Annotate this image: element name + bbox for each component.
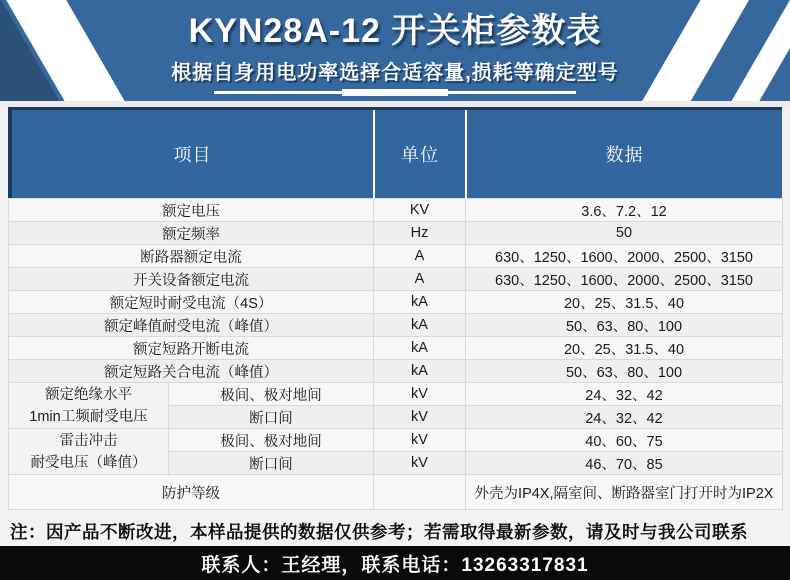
sub-item-cell: 极间、极对地间 [169,429,374,452]
item-cell-merged [9,429,169,475]
unit-cell: kA [374,291,466,314]
sub-item-cell: 断口间 [169,406,374,429]
value-cell: 46、70、85 [466,452,783,475]
item-line-1: 雷击冲击 [59,432,118,449]
value-cell: 630、1250、1600、2000、2500、3150 [466,245,783,268]
value-cell: 外壳为IP4X,隔室间、断路器室门打开时为IP2X [466,475,783,510]
table-row [9,245,783,268]
unit-cell: A [374,268,466,291]
page-subtitle: 根据自身用电功率选择合适容量,损耗等确定型号 [171,61,619,84]
contact-bar [0,546,790,580]
header-cell-data: 数据 [465,110,782,198]
item-line-1: 额定绝缘水平 [45,386,132,403]
value-cell: 50、63、80、100 [466,360,783,383]
disclaimer-note: 注：因产品不断改进，本样品提供的数据仅供参考；若需取得最新参数，请及时与我公司联系 [10,522,748,542]
value-cell: 20、25、31.5、40 [466,291,783,314]
table-header-row [8,107,782,198]
item-cell: 开关设备额定电流 [9,268,374,291]
value-cell: 630、1250、1600、2000、2500、3150 [466,268,783,291]
value-cell: 24、32、42 [466,383,783,406]
item-cell: 额定电压 [9,199,374,222]
subtitle-divider [214,91,576,94]
sub-item-cell: 断口间 [169,452,374,475]
header-cell-item: 项目 [173,145,212,165]
unit-cell: kV [374,452,466,475]
unit-cell: Hz [374,222,466,245]
item-cell: 额定短时耐受电流（4S） [9,291,374,314]
table-row [9,291,783,314]
unit-cell: kV [374,429,466,452]
table-row [9,475,783,510]
item-cell: 额定短路关合电流（峰值） [9,360,374,383]
unit-cell: kA [374,337,466,360]
page-title: KYN28A-12 开关柜参数表 [188,12,602,50]
value-cell: 50、63、80、100 [466,314,783,337]
sub-item-cell: 极间、极对地间 [169,383,374,406]
value-cell: 20、25、31.5、40 [466,337,783,360]
table-row [9,314,783,337]
unit-cell: kA [374,360,466,383]
table-row [9,383,783,406]
item-cell: 防护等级 [9,475,374,510]
item-cell: 额定短路开断电流 [9,337,374,360]
value-cell: 50 [466,222,783,245]
header-cell-unit: 单位 [373,110,465,198]
table-row [9,199,783,222]
unit-cell: kV [374,406,466,429]
parameters-table [8,198,783,510]
item-cell: 额定峰值耐受电流（峰值） [9,314,374,337]
table-row [9,268,783,291]
table-row [9,360,783,383]
item-line-2: 1min工频耐受电压 [29,408,148,425]
unit-cell: kA [374,314,466,337]
item-line-2: 耐受电压（峰值） [30,454,147,471]
unit-cell: A [374,245,466,268]
header-banner [0,0,790,101]
unit-cell: kV [374,383,466,406]
value-cell: 3.6、7.2、12 [466,199,783,222]
table-row [9,337,783,360]
table-row [9,429,783,452]
item-cell-merged [9,383,169,429]
value-cell: 40、60、75 [466,429,783,452]
item-cell: 额定频率 [9,222,374,245]
unit-cell: KV [374,199,466,222]
unit-cell [374,475,466,510]
value-cell: 24、32、42 [466,406,783,429]
contact-info: 联系人：王经理，联系电话：13263317831 [201,554,589,576]
banner-text-block [0,0,790,101]
item-cell: 断路器额定电流 [9,245,374,268]
table-row [9,222,783,245]
